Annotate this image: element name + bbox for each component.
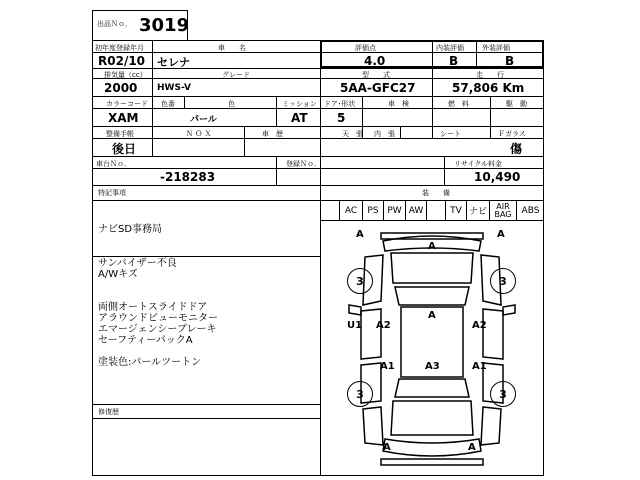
model-value: 5AA-GFC27 [340, 81, 416, 95]
lot-number: 3019 [139, 15, 190, 36]
h-line [92, 126, 544, 127]
damage-roof: A [428, 310, 436, 321]
model-label: 型 式 [362, 71, 390, 79]
exterior-label: 外装評価 [482, 44, 510, 52]
year-value: R02/10 [98, 54, 146, 68]
h-line [92, 256, 320, 257]
hood-shape [391, 253, 473, 283]
v-line [276, 156, 277, 185]
service-value: 後日 [112, 142, 137, 156]
tailgate-shape [391, 401, 473, 435]
equip-blank [320, 201, 339, 220]
note-line: アラウンドビューモニター [98, 313, 218, 324]
v-line [244, 126, 245, 156]
grade-value: HWS-V [157, 83, 191, 93]
h-line [92, 156, 544, 157]
mission-value: AT [291, 111, 308, 125]
left-mirror [349, 305, 361, 315]
v-line [184, 96, 185, 108]
lot-box [92, 10, 188, 40]
equip-abs: ABS [516, 201, 544, 220]
damage-left-a2: A2 [376, 320, 391, 331]
year-label: 初年度登録年月 [95, 44, 144, 52]
drive-label: 駆 動 [506, 100, 527, 108]
damage-right-a2: A2 [472, 320, 487, 331]
grade-label: グレード [222, 71, 250, 79]
mileage-label: 走 行 [476, 71, 504, 79]
rear-window-shape [395, 379, 469, 397]
equip-airbag: AIR BAG [489, 201, 516, 220]
note-line: セーフティーパックA [98, 335, 193, 346]
color-code-label: カラーコード [106, 100, 148, 108]
v-line [152, 40, 153, 96]
rear-strip [381, 459, 483, 465]
mission-label: ミッション [282, 100, 317, 108]
lot-label: 出品Ｎｏ． [97, 20, 132, 28]
notes-block [98, 357, 201, 368]
equip-ps: PS [362, 201, 383, 220]
car-label: 車 名 [218, 44, 246, 52]
note-line: サンバイザー不良 [98, 258, 177, 269]
damage-center-a3: A3 [425, 361, 440, 372]
right-mirror [503, 305, 515, 315]
equip-aw: AW [405, 201, 426, 220]
interior-label: 内装評価 [436, 44, 464, 52]
notes-header: 特記事項 [98, 189, 126, 197]
h-line [92, 138, 544, 139]
inspection-label: 車 検 [388, 100, 409, 108]
glass-label: Ｆガラス [498, 130, 526, 138]
recycle-label: リサイクル料金 [454, 160, 503, 168]
note-line: 塗装色:パールツートン [98, 357, 202, 368]
score-value: 4.0 [364, 54, 386, 68]
color-label: 色 [228, 100, 235, 108]
color-code-value: XAM [108, 111, 139, 125]
equip-tv: TV [445, 201, 466, 220]
h-line [92, 96, 544, 97]
car-diagram [321, 221, 543, 475]
equip-pw: PW [383, 201, 405, 220]
notes-lines [98, 224, 162, 235]
recycle-value: 10,490 [474, 170, 521, 184]
door-value: 5 [337, 111, 346, 125]
cc-label: 排気量（cc） [104, 71, 147, 79]
history-label: 車 歴 [262, 130, 283, 138]
color-no-label: 色番 [161, 100, 175, 108]
v-line [276, 96, 277, 126]
equip-ac: AC [339, 201, 362, 220]
glass-value: 傷 [510, 142, 523, 156]
v-line [490, 96, 491, 138]
interior2-label: 内 張 [374, 130, 395, 138]
door-label: ドア･形状 [324, 100, 356, 108]
windshield-shape [395, 287, 469, 305]
damage-rear-left: A [383, 442, 391, 453]
repair-header: 修復歴 [98, 408, 119, 416]
h-line [92, 108, 544, 109]
reg-label: 登録Ｎｏ． [286, 160, 321, 168]
wheel-front-right: 3 [490, 268, 516, 294]
wheel-rear-left: 3 [347, 381, 373, 407]
color-value: パール [190, 115, 217, 125]
damage-left-u: U1 [347, 320, 363, 331]
left-front-door [361, 309, 381, 359]
wheel-front-left: 3 [347, 268, 373, 294]
damage-front-left: A [356, 229, 364, 240]
notes-block [98, 302, 218, 346]
equipment-header: 装 備 [422, 189, 450, 197]
note-line: A/Wキズ [98, 269, 138, 280]
damage-front-center: A [428, 241, 436, 252]
h-line [92, 404, 320, 405]
note-line: 両側オートスライドドア [98, 302, 208, 313]
wheel-rear-right: 3 [490, 381, 516, 407]
nox-label: Ｎ Ｏ Ｘ [186, 130, 212, 138]
fuel-label: 燃 料 [448, 100, 469, 108]
note-line: エマージェンシーブレーキ [98, 324, 217, 335]
right-front-door [483, 309, 503, 359]
cc-value: 2000 [104, 81, 138, 95]
h-line [92, 185, 544, 186]
equip-navi: ナビ [466, 201, 489, 220]
service-label: 整備手帳 [106, 130, 134, 138]
equip-blank2 [426, 201, 445, 220]
damage-front-right: A [497, 229, 505, 240]
h-line [92, 418, 320, 419]
roof-label: 天 張 [342, 130, 363, 138]
v-line [152, 96, 153, 156]
mileage-value: 57,806 Km [452, 81, 525, 95]
interior-value: B [449, 54, 459, 68]
chassis-label: 車台Ｎｏ． [96, 160, 131, 168]
score-highlight [320, 40, 544, 68]
score-label: 評価点 [355, 44, 376, 52]
damage-rear-right: A [468, 442, 476, 453]
note-line: ナビSD事務局 [98, 224, 163, 235]
left-rear-quarter [363, 407, 383, 445]
rear-bumper-shape [383, 439, 481, 456]
v-line [444, 156, 445, 185]
seat-label: シート [440, 130, 461, 138]
right-rear-quarter [481, 407, 501, 445]
chassis-value: -218283 [160, 170, 216, 184]
v-line [400, 126, 401, 138]
exterior-value: B [505, 54, 515, 68]
damage-left-a1: A1 [380, 361, 395, 372]
notes-block [98, 258, 177, 280]
damage-right-a1: A1 [472, 361, 487, 372]
car-value: セレナ [157, 56, 190, 69]
